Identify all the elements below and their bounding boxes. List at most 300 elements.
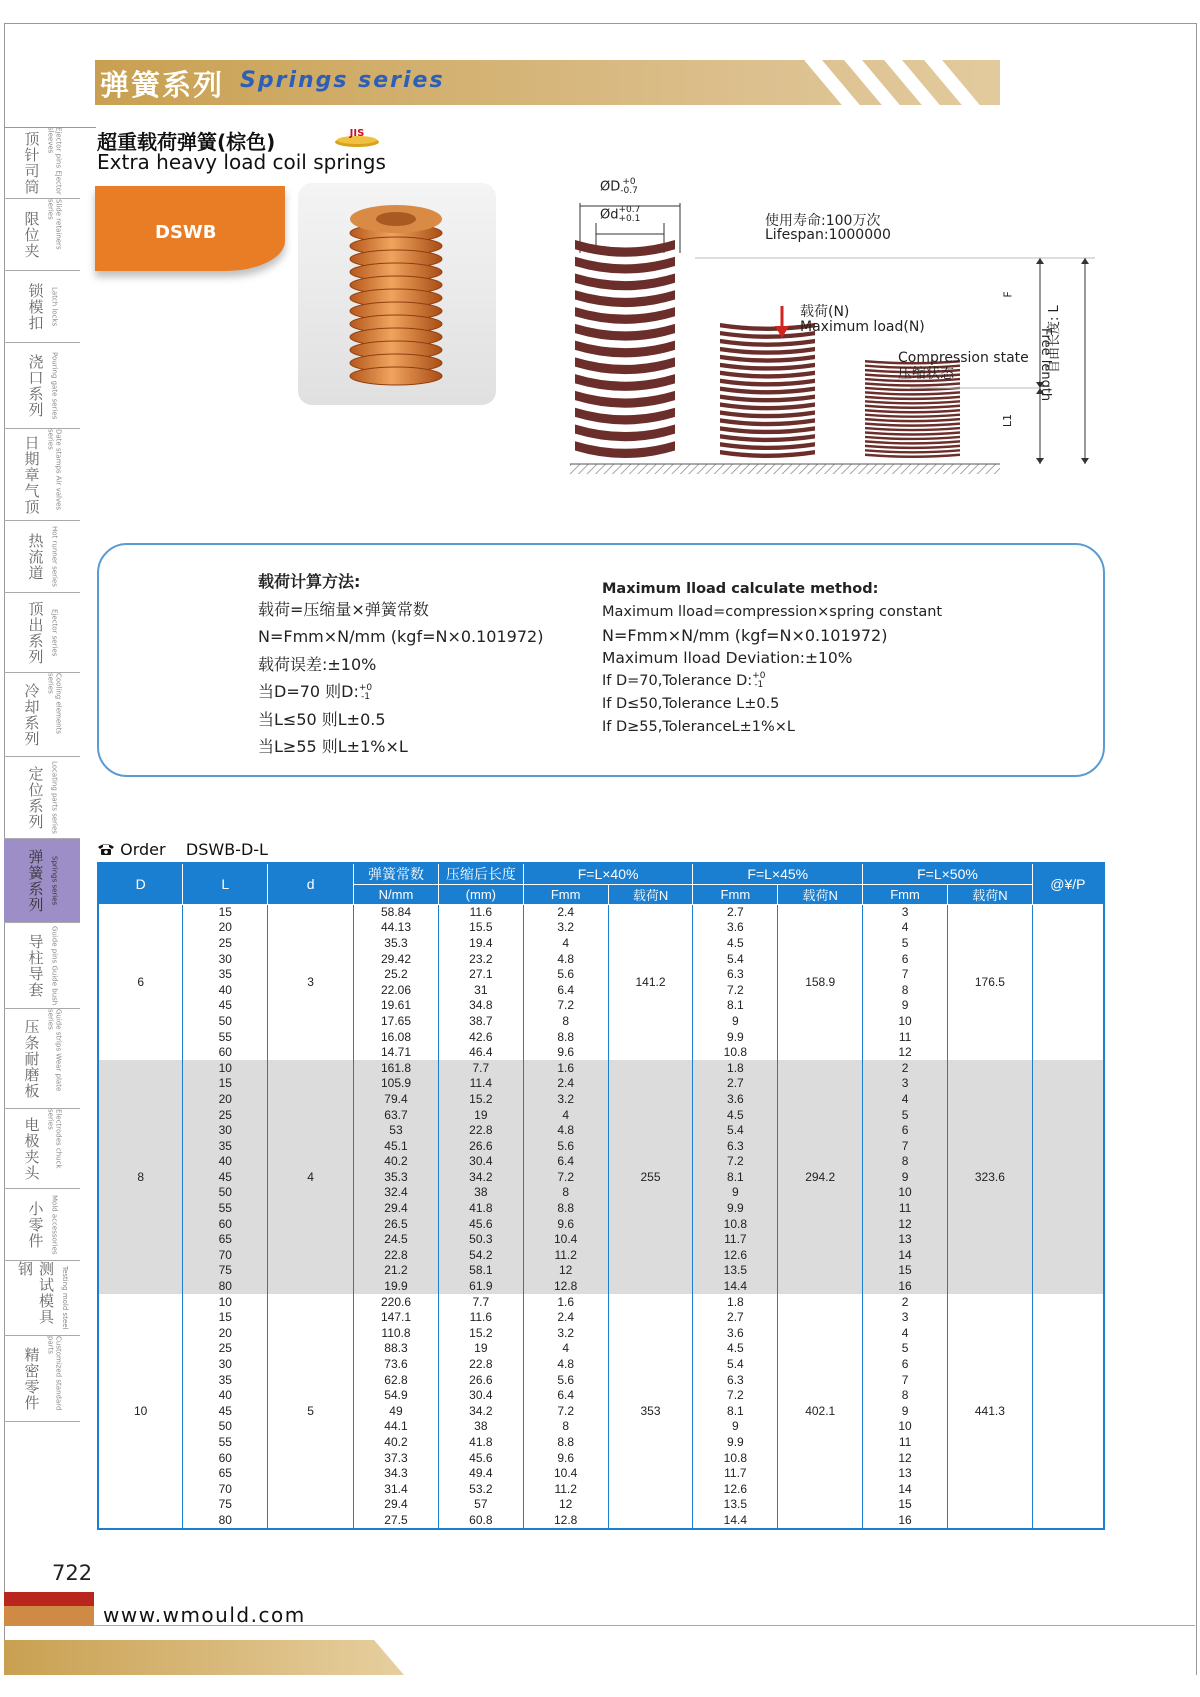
cell-f50-fmm: 16 [863,1513,948,1529]
cell-compressed-length: 34.2 [438,1170,523,1186]
cell-L: 65 [183,1466,268,1482]
cell-compressed-length: 50.3 [438,1232,523,1248]
formula-cn-tolerance [359,684,372,702]
cell-f50-fmm: 14 [863,1481,948,1497]
cell-f45-fmm: 9 [693,1185,778,1201]
coil [720,426,815,434]
cell-spring-constant: 16.08 [354,1029,439,1045]
coil [575,408,675,425]
sidebar-item-5[interactable] [4,521,80,593]
cell-f45-fmm: 2.7 [693,905,778,921]
cell-compressed-length: 54.2 [438,1248,523,1264]
cell-spring-constant: 147.1 [354,1310,439,1326]
cell-f45-fmm: 1.8 [693,1294,778,1310]
coil [865,431,960,435]
cell-f45-fmm: 12.6 [693,1481,778,1497]
sidebar-item-sublabel: Cooling elements series [46,673,63,734]
cell-L: 50 [183,1419,268,1435]
cell-spring-constant: 34.3 [354,1466,439,1482]
sidebar-item-0[interactable] [4,127,80,199]
sidebar-item-sublabel: Hot runner series [50,526,59,587]
cell-f45-fmm: 11.7 [693,1466,778,1482]
th-D: D [98,863,183,905]
cell-f45-fmm: 9.9 [693,1201,778,1217]
cell-f45-fmm: 11.7 [693,1232,778,1248]
th-spring-constant: 弹簧常数 [354,863,439,885]
id-tolerance [618,206,640,224]
sidebar-item-label: 锁模扣 [26,282,45,331]
cell-compressed-length: 57 [438,1497,523,1513]
coil [865,413,960,417]
cell-f40-fmm: 8.8 [523,1435,608,1451]
id-tol-top: +0.7 [618,205,641,215]
sidebar-item-sublabel: Guide strips Wear plate series [46,1009,63,1092]
cell-f50-fmm: 6 [863,1357,948,1373]
table-row [98,1294,1104,1310]
cell-d: 5 [268,1294,354,1528]
cell-f50-fmm: 12 [863,1216,948,1232]
sidebar-item-15[interactable] [4,1336,80,1422]
th-f45: F=L×45% [693,863,863,885]
cell-f40-fmm: 1.6 [523,1294,608,1310]
cell-compressed-length: 19.4 [438,936,523,952]
formula-cn-line3: 载荷误差:±10% [258,654,377,674]
formula-cn-line2: N=Fmm×N/mm (kgf=N×0.101972) [258,627,544,646]
coil [575,307,675,324]
formula-en-line3: Maximum lload Deviation:±10% [602,649,853,667]
cell-L: 70 [183,1248,268,1264]
coil [720,410,815,418]
cell-L: 45 [183,1404,268,1420]
website-link[interactable]: www.wmould.com [103,1603,306,1627]
cell-f40-fmm: 1.6 [523,1060,608,1076]
cell-spring-constant: 44.1 [354,1419,439,1435]
coil [865,445,960,449]
coil [720,402,815,410]
formula-en-line4 [602,670,942,693]
cell-f40-fmm: 8 [523,1014,608,1030]
th-f40: F=L×40% [523,863,693,885]
coil [865,391,960,395]
cell-L: 40 [183,982,268,998]
sidebar-item-label: 电极夹头 [22,1116,41,1181]
sidebar-item-8[interactable] [4,757,80,839]
id-dimension [600,206,640,224]
cell-compressed-length: 27.1 [438,967,523,983]
coil [720,347,815,355]
cell-compressed-length: 49.4 [438,1466,523,1482]
cell-spring-constant: 19.9 [354,1279,439,1295]
formula-cn-tol-bottom: -1 [361,691,371,702]
coil [865,418,960,422]
cell-f45-fmm: 9 [693,1419,778,1435]
compression-label-en: Compression state [898,350,1029,366]
cell-d: 4 [268,1060,354,1294]
cell-L: 60 [183,1450,268,1466]
sidebar-item-3[interactable] [4,343,80,429]
cell-f40-fmm: 10.4 [523,1466,608,1482]
sidebar-item-sublabel: Slide retainers series [46,199,63,250]
cell-spring-constant: 44.13 [354,920,439,936]
cell-spring-constant: 40.2 [354,1154,439,1170]
sidebar-item-label: 定位系列 [26,765,45,830]
cell-f50-fmm: 7 [863,1372,948,1388]
header-subtitle: Springs series [240,68,445,93]
load-label-en: Maximum load(N) [800,319,925,335]
id-label: Ød [600,207,619,223]
cell-L: 45 [183,998,268,1014]
cell-f40-fmm: 12.8 [523,1513,608,1529]
cell-L: 30 [183,1123,268,1139]
cell-compressed-length: 42.6 [438,1029,523,1045]
cell-f45-fmm: 3.6 [693,920,778,936]
cell-f40-fmm: 10.4 [523,1232,608,1248]
sidebar-item-label: 精密零件 [22,1346,41,1411]
cell-spring-constant: 26.5 [354,1216,439,1232]
coil [865,427,960,431]
cell-f50-fmm: 9 [863,1404,948,1420]
sidebar-item-label: 日期章气顶 [22,434,41,515]
cell-f50-load: 441.3 [947,1294,1032,1528]
formula-cn-line4-text: 当D=70 则D: [258,682,359,701]
sidebar-item-6[interactable] [4,593,80,673]
cell-compressed-length: 22.8 [438,1357,523,1373]
cell-spring-constant: 161.8 [354,1060,439,1076]
cell-f50-fmm: 12 [863,1450,948,1466]
cell-L: 55 [183,1435,268,1451]
cell-spring-constant: 14.71 [354,1045,439,1061]
cell-compressed-length: 30.4 [438,1154,523,1170]
sidebar-item-sublabel: Ejector series [50,608,59,657]
cell-compressed-length: 19 [438,1341,523,1357]
cell-compressed-length: 7.7 [438,1294,523,1310]
cell-L: 55 [183,1029,268,1045]
cell-f45-fmm: 2.7 [693,1310,778,1326]
sidebar-item-1[interactable] [4,199,80,271]
cell-compressed-length: 58.1 [438,1263,523,1279]
cell-f45-fmm: 7.2 [693,982,778,998]
cell-f50-fmm: 10 [863,1014,948,1030]
od-tolerance [620,178,638,196]
th-f50: F=L×50% [863,863,1033,885]
od-tol-top: +0 [622,177,636,187]
formula-en-line2: N=Fmm×N/mm (kgf=N×0.101972) [602,626,888,645]
coil [720,418,815,426]
cell-compressed-length: 61.9 [438,1279,523,1295]
cell-f40-fmm: 4 [523,936,608,952]
cell-spring-constant: 40.2 [354,1435,439,1451]
cell-f40-fmm: 2.4 [523,1076,608,1092]
cell-f40-fmm: 3.2 [523,920,608,936]
cell-compressed-length: 19 [438,1107,523,1123]
cell-f50-fmm: 10 [863,1419,948,1435]
cell-f40-load: 141.2 [608,905,693,1061]
cell-f45-fmm: 10.8 [693,1450,778,1466]
coil [865,400,960,404]
coil [865,396,960,400]
cell-compressed-length: 34.8 [438,998,523,1014]
formula-en-line1: Maximum lload=compression×spring constant [602,604,943,620]
cell-f45-fmm: 10.8 [693,1216,778,1232]
header-stripes [805,60,1005,105]
coil [575,257,675,274]
coil [575,341,675,358]
cell-spring-constant: 32.4 [354,1185,439,1201]
th-compressed-length: 压缩后长度 [438,863,523,885]
coil [575,290,675,307]
cell-f40-fmm: 7.2 [523,1170,608,1186]
page-number: 722 [52,1561,93,1585]
cell-spring-constant: 63.7 [354,1107,439,1123]
cell-f45-fmm: 10.8 [693,1045,778,1061]
cell-L: 35 [183,967,268,983]
free-length-label-cn: 自由长度: L [1047,305,1062,373]
cell-compressed-length: 38 [438,1185,523,1201]
cell-compressed-length: 46.4 [438,1045,523,1061]
cell-compressed-length: 31 [438,982,523,998]
cell-spring-constant: 53 [354,1123,439,1139]
th-const-unit: N/mm [354,885,439,905]
cell-L: 55 [183,1201,268,1217]
th-f45-fmm: Fmm [693,885,778,905]
cell-f40-fmm: 6.4 [523,1388,608,1404]
th-d: d [268,863,354,905]
cell-f45-fmm: 4.5 [693,1341,778,1357]
cell-L: 30 [183,1357,268,1373]
formula-en [602,578,942,739]
cell-spring-constant: 54.9 [354,1388,439,1404]
coil [720,434,815,442]
th-f45-load: 载荷N [778,885,863,905]
coil [720,363,815,371]
cell-spring-constant: 58.84 [354,905,439,921]
cell-f40-fmm: 7.2 [523,1404,608,1420]
sidebar-item-4[interactable] [4,429,80,521]
cell-L: 20 [183,920,268,936]
sidebar-item-9[interactable] [4,839,80,923]
coil [720,394,815,402]
id-tol-bottom: +0.1 [618,214,641,224]
lifespan-en: Lifespan:1000000 [765,227,891,243]
formula-cn-heading: 载荷计算方法: [258,572,361,591]
cell-compressed-length: 30.4 [438,1388,523,1404]
cell-price [1032,905,1104,1061]
formula-cn [258,568,543,761]
product-photo [298,183,496,405]
sidebar-item-12[interactable] [4,1109,80,1189]
cell-spring-constant: 88.3 [354,1341,439,1357]
sidebar-item-2[interactable] [4,271,80,343]
formula-cn-line6: 当L≥55 则L±1%×L [258,737,408,756]
cell-L: 15 [183,905,268,921]
cell-L: 60 [183,1045,268,1061]
cell-f40-fmm: 2.4 [523,905,608,921]
sidebar-nav [4,127,80,1422]
cell-f40-fmm: 12 [523,1497,608,1513]
cell-spring-constant: 105.9 [354,1076,439,1092]
cell-f45-fmm: 14.4 [693,1279,778,1295]
cell-compressed-length: 11.6 [438,905,523,921]
sidebar-item-14[interactable] [4,1261,80,1336]
coil [865,436,960,440]
cell-L: 50 [183,1014,268,1030]
cell-spring-constant: 35.3 [354,1170,439,1186]
cell-f40-fmm: 4 [523,1107,608,1123]
cell-f40-fmm: 6.4 [523,1154,608,1170]
cell-spring-constant: 49 [354,1404,439,1420]
coil [865,440,960,444]
cell-f40-fmm: 11.2 [523,1481,608,1497]
cell-L: 25 [183,1341,268,1357]
cell-spring-constant: 19.61 [354,998,439,1014]
cell-f50-fmm: 7 [863,1138,948,1154]
coil [720,339,815,347]
cell-L: 20 [183,1092,268,1108]
cell-f50-fmm: 2 [863,1060,948,1076]
th-L: L [183,863,268,905]
od-label: ØD [600,179,621,195]
sidebar-item-label: 热流道 [26,532,45,581]
coil [720,355,815,363]
cell-f40-fmm: 4.8 [523,1123,608,1139]
formula-cn-line5: 当L≤50 则L±0.5 [258,709,386,729]
cell-f45-fmm: 9 [693,1014,778,1030]
spring-diagram [560,178,1120,488]
coil [720,387,815,395]
cell-L: 75 [183,1497,268,1513]
cell-L: 65 [183,1232,268,1248]
cell-spring-constant: 25.2 [354,967,439,983]
coil [575,391,675,408]
spec-table [97,862,1105,1530]
sidebar-item-sublabel: Pouring gate series [50,351,59,420]
sidebar-item-label: 测试模具钢 [16,1261,55,1325]
cell-compressed-length: 38.7 [438,1014,523,1030]
compression-label-cn: 压缩状态 [898,366,954,382]
load-label-cn: 载荷(N) [800,304,850,320]
sidebar-item-sublabel: Guide pins Guide bush [50,925,59,1006]
th-f40-load: 载荷N [608,885,693,905]
cell-f45-fmm: 8.1 [693,1404,778,1420]
cell-f50-fmm: 9 [863,1170,948,1186]
cell-f50-fmm: 8 [863,1388,948,1404]
sidebar-item-label: 弹簧系列 [26,848,45,913]
cell-compressed-length: 22.8 [438,1123,523,1139]
product-code: DSWB [155,222,217,243]
sidebar-item-sublabel: Electrodes chuck series [46,1109,63,1169]
cell-spring-constant: 17.65 [354,1014,439,1030]
cell-compressed-length: 38 [438,1419,523,1435]
sidebar-item-7[interactable] [4,673,80,757]
cell-f50-fmm: 2 [863,1294,948,1310]
cell-compressed-length: 45.6 [438,1450,523,1466]
cell-f45-fmm: 5.4 [693,1123,778,1139]
formula-en-tol-bottom: -1 [754,680,764,690]
coil [865,454,960,458]
cell-spring-constant: 22.8 [354,1248,439,1264]
cell-f50-fmm: 4 [863,1092,948,1108]
cell-L: 10 [183,1294,268,1310]
cell-f40-fmm: 9.6 [523,1045,608,1061]
f-dimension-label: F [1001,291,1015,298]
sidebar-item-sublabel: Mold accessories [50,1194,59,1255]
coil [575,324,675,341]
cell-f50-fmm: 13 [863,1232,948,1248]
order-label: Order [120,840,166,859]
cell-L: 30 [183,951,268,967]
cell-f45-fmm: 4.5 [693,936,778,952]
order-line [97,840,268,859]
cell-f40-fmm: 4.8 [523,951,608,967]
cell-L: 40 [183,1154,268,1170]
od-dimension [600,178,638,196]
cell-compressed-length: 15.5 [438,920,523,936]
formula-en-line6: If D≥55,ToleranceL±1%×L [602,719,795,735]
cell-f40-fmm: 6.4 [523,982,608,998]
product-title-cn: 超重载荷弹簧(棕色) [97,130,276,154]
cell-compressed-length: 41.8 [438,1201,523,1217]
sidebar-item-13[interactable] [4,1189,80,1261]
cell-f50-load: 323.6 [947,1060,1032,1294]
cell-f40-fmm: 4.8 [523,1357,608,1373]
cell-spring-constant: 79.4 [354,1092,439,1108]
coil [575,374,675,391]
sidebar-item-10[interactable] [4,923,80,1009]
sidebar-item-11[interactable] [4,1009,80,1109]
order-code: DSWB-D-L [185,840,268,859]
cell-L: 35 [183,1372,268,1388]
cell-f40-fmm: 8.8 [523,1029,608,1045]
footer-band [4,1640,404,1675]
cell-f40-fmm: 11.2 [523,1248,608,1264]
cell-compressed-length: 53.2 [438,1481,523,1497]
cell-f40-fmm: 8 [523,1185,608,1201]
formula-cn-line1: 载荷=压缩量×弹簧常数 [258,599,429,619]
cell-f50-fmm: 11 [863,1435,948,1451]
cell-L: 45 [183,1170,268,1186]
cell-f40-fmm: 4 [523,1341,608,1357]
l1-dimension-label: L1 [1001,413,1015,428]
cell-compressed-length: 45.6 [438,1216,523,1232]
cell-f45-fmm: 3.6 [693,1092,778,1108]
cell-compressed-length: 34.2 [438,1404,523,1420]
cell-f40-fmm: 8 [523,1419,608,1435]
cell-f45-fmm: 2.7 [693,1076,778,1092]
cell-f40-fmm: 5.6 [523,967,608,983]
th-price: @¥/P [1032,863,1104,905]
cell-L: 70 [183,1481,268,1497]
sidebar-item-sublabel: Latch locks [50,286,59,327]
cell-f50-fmm: 11 [863,1029,948,1045]
cell-f50-fmm: 12 [863,1045,948,1061]
cell-spring-constant: 37.3 [354,1450,439,1466]
cell-f45-fmm: 13.5 [693,1263,778,1279]
cell-f40-fmm: 12.8 [523,1279,608,1295]
cell-f45-fmm: 7.2 [693,1154,778,1170]
cell-f45-load: 158.9 [778,905,863,1061]
cell-f45-load: 402.1 [778,1294,863,1528]
cell-f45-fmm: 4.5 [693,1107,778,1123]
spring-photo-icon [298,183,496,405]
coil [575,441,675,458]
cell-L: 50 [183,1185,268,1201]
cell-f40-fmm: 12 [523,1263,608,1279]
cell-spring-constant: 31.4 [354,1481,439,1497]
sidebar-item-sublabel: Ejector pins Ejector sleeves [46,127,63,195]
cell-spring-constant: 110.8 [354,1326,439,1342]
cell-f50-fmm: 5 [863,936,948,952]
sidebar-item-label: 冷却系列 [22,682,41,747]
